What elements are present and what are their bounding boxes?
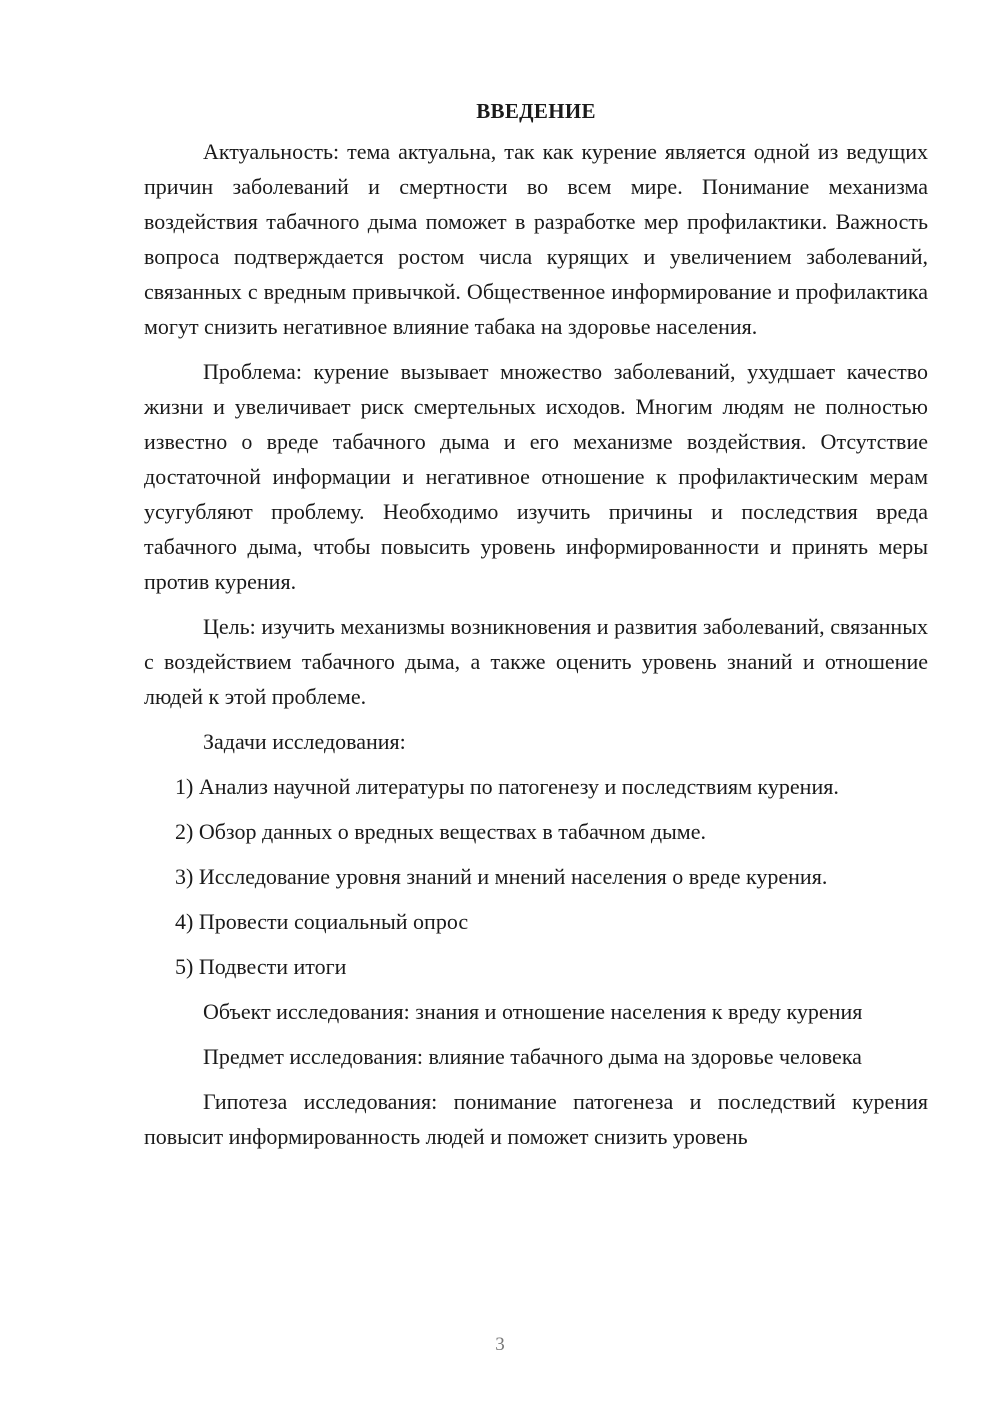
task-item: 3) Исследование уровня знаний и мнений населения о вреде курения. <box>175 864 828 889</box>
task-item: 1) Анализ научной литературы по патогенезу и последствиям курения. <box>175 774 839 799</box>
page-number: 3 <box>495 1334 505 1355</box>
task-item: 5) Подвести итоги <box>175 954 347 979</box>
relevance-paragraph: Актуальность: тема актуальна, так как курение является одной из ведущих причин заболеваний и смертности во всем мире. Понимание механизма воздействия табачного дыма поможет в разработке мер профилактики. Важность вопроса подтверждается ростом числа курящих и увеличением заболеваний, связанных с вредным привычкой. Общественное информирование и профилактика могут снизить негативное влияние табака на здоровье населения. <box>144 139 928 339</box>
object-paragraph: Объект исследования: знания и отношение населения к вреду курения <box>203 999 863 1024</box>
task-item: 4) Провести социальный опрос <box>175 909 469 934</box>
page-title: ВВЕДЕНИЕ <box>476 99 596 123</box>
task-item: 2) Обзор данных о вредных веществах в табачном дыме. <box>175 819 706 844</box>
hypothesis-paragraph: Гипотеза исследования: понимание патогенеза и последствий курения повысит информированность людей и поможет снизить уровень <box>144 1089 928 1149</box>
tasks-heading: Задачи исследования: <box>203 729 406 754</box>
goal-paragraph: Цель: изучить механизмы возникновения и развития заболеваний, связанных с воздействием табачного дыма, а также оценить уровень знаний и отношение людей к этой проблеме. <box>144 614 928 709</box>
tasks-list <box>144 769 928 984</box>
problem-paragraph: Проблема: курение вызывает множество заболеваний, ухудшает качество жизни и увеличивает риск смертельных исходов. Многим людям не полностью известно о вреде табачного дыма и его механизме воздействия. Отсутствие достаточной информации и негативное отношение к профилактическим мерам усугубляют проблему. Необходимо изучить причины и последствия вреда табачного дыма, чтобы повысить уровень информированности и принять меры против курения. <box>144 359 928 594</box>
subject-paragraph: Предмет исследования: влияние табачного дыма на здоровье человека <box>203 1044 862 1069</box>
